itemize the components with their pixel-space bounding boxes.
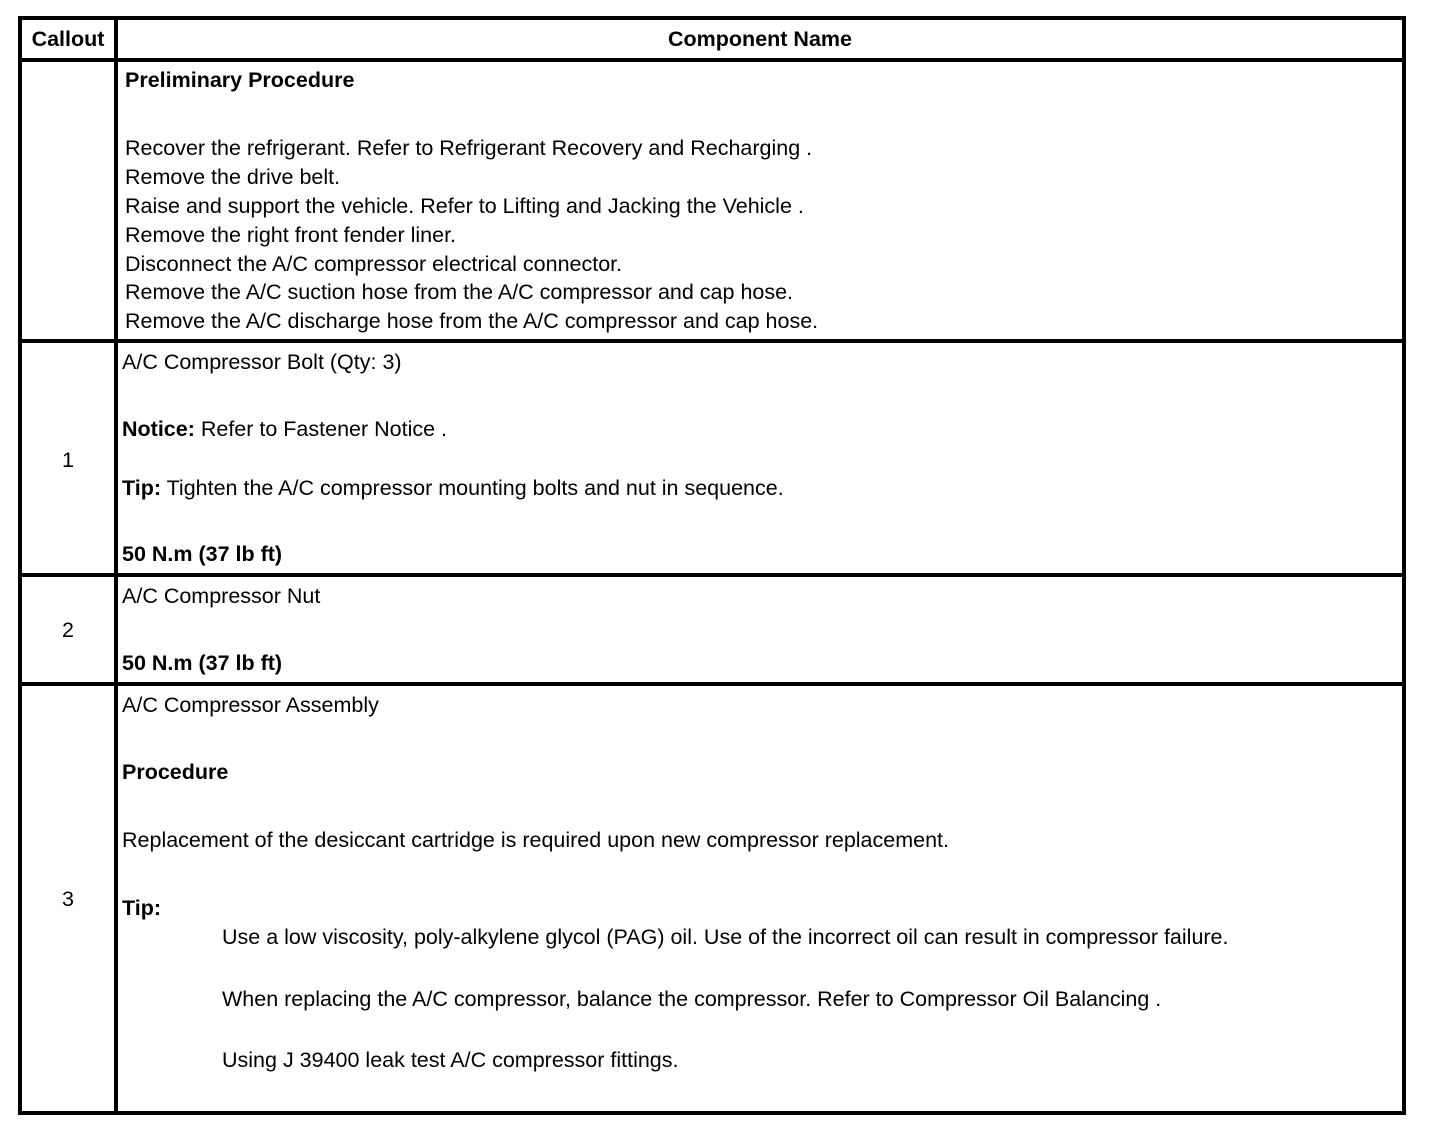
component-name: A/C Compressor Bolt (Qty: 3) bbox=[122, 350, 402, 374]
preliminary-step: Remove the A/C discharge hose from the A/C compressor and cap hose. bbox=[125, 309, 819, 333]
header-component-name: Component Name bbox=[668, 27, 852, 51]
preliminary-step: Remove the A/C suction hose from the A/C compressor and cap hose. bbox=[125, 280, 794, 304]
notice-line bbox=[122, 415, 447, 444]
preliminary-step: Remove the drive belt. bbox=[125, 165, 341, 189]
tip-text: Tighten the A/C compressor mounting bolts and nut in sequence. bbox=[161, 476, 784, 500]
table-border-bottom bbox=[18, 1111, 1406, 1115]
header-callout: Callout bbox=[31, 27, 105, 51]
tip-item: When replacing the A/C compressor, balance the compressor. Refer to Compressor Oil Balancing . bbox=[222, 987, 1162, 1011]
preliminary-step: Raise and support the vehicle. Refer to Lifting and Jacking the Vehicle . bbox=[125, 194, 804, 218]
component-name: A/C Compressor Nut bbox=[122, 584, 321, 608]
procedure-text: Replacement of the desiccant cartridge is required upon new compressor replacement. bbox=[122, 828, 949, 852]
procedure-label: Procedure bbox=[122, 760, 229, 784]
preliminary-title: Preliminary Procedure bbox=[125, 68, 355, 92]
preliminary-step: Recover the refrigerant. Refer to Refrigerant Recovery and Recharging . bbox=[125, 136, 813, 160]
table-border-left bbox=[18, 16, 22, 1115]
callout-number: 3 bbox=[62, 887, 74, 911]
row-divider-2 bbox=[18, 573, 1406, 577]
component-name: A/C Compressor Assembly bbox=[122, 693, 379, 717]
tip-item: Use a low viscosity, poly-alkylene glycol (PAG) oil. Use of the incorrect oil can result in compressor failure. bbox=[222, 925, 1229, 949]
preliminary-step: Remove the right front fender liner. bbox=[125, 223, 457, 247]
row-divider-1 bbox=[18, 339, 1406, 343]
callout-number: 2 bbox=[62, 618, 74, 642]
torque-spec: 50 N.m (37 lb ft) bbox=[122, 651, 283, 675]
notice-label: Notice: bbox=[122, 417, 195, 441]
column-divider bbox=[114, 16, 118, 1115]
notice-text: Refer to Fastener Notice . bbox=[194, 417, 448, 441]
table-border-top bbox=[18, 16, 1406, 20]
tip-line bbox=[122, 474, 784, 503]
tip-item: Using J 39400 leak test A/C compressor fittings. bbox=[222, 1048, 679, 1072]
tip-label: Tip: bbox=[122, 896, 162, 920]
row-divider-header bbox=[18, 58, 1406, 62]
table-border-right bbox=[1402, 16, 1406, 1115]
torque-spec: 50 N.m (37 lb ft) bbox=[122, 542, 283, 566]
callout-number: 1 bbox=[62, 448, 74, 472]
tip-label: Tip: bbox=[122, 476, 162, 500]
preliminary-step: Disconnect the A/C compressor electrical connector. bbox=[125, 252, 623, 276]
row-divider-3 bbox=[18, 682, 1406, 686]
